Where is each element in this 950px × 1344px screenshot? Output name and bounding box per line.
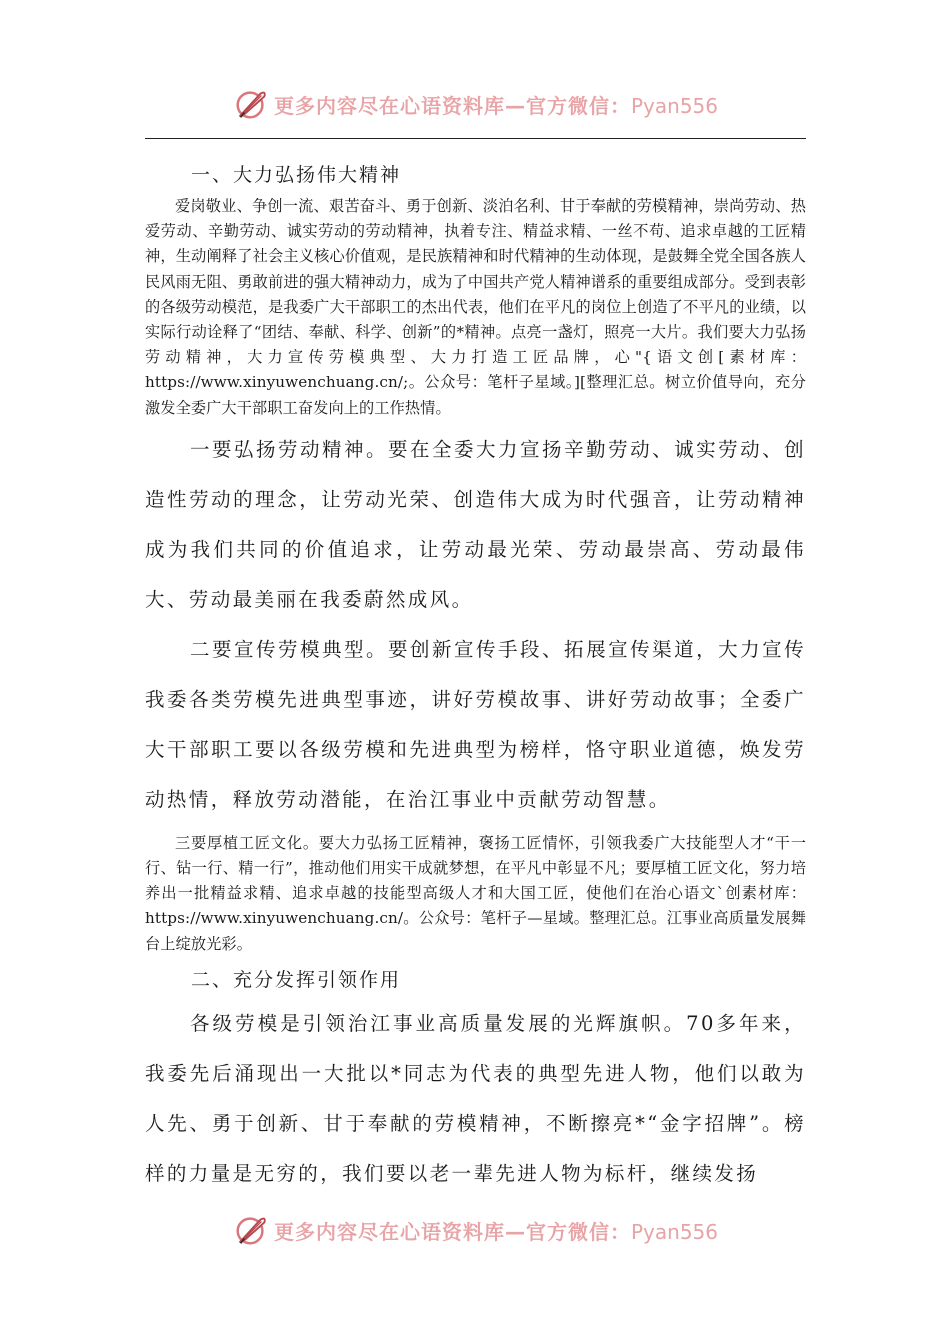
- wechat-handle: Pyan556: [630, 93, 718, 118]
- quill-pen-icon: [232, 85, 270, 123]
- paragraph-4: 三要厚植工匠文化。要大力弘扬工匠精神，褒扬工匠情怀，引领我委广大技能型人才“干一行、钻一行、精一行”，推动他们用实干成就梦想，在平凡中彰显不凡；要厚植工匠文化，努力培养出一批精益求精、追求卓越的技能型高级人才和大国工匠，使他们在治心语文`创素材库：https://www.xinyuwenchuang.cn/。公众号：笔杆子—星域。整理汇总。江事业高质量发展舞台上绽放光彩。: [145, 833, 806, 953]
- paragraph-3: 二要宣传劳模典型。要创新宣传手段、拓展宣传渠道，大力宣传我委各类劳模先进典型事迹，讲好劳模故事、讲好劳动故事；全委广大干部职工要以各级劳模和先进典型为榜样，恪守职业道德，焕发劳动热情，释放劳动潜能，在治江事业中贡献劳动智慧。: [145, 637, 806, 811]
- banner-text: 更多内容尽在心语资料库—官方微信：Pyan556: [273, 93, 718, 118]
- paragraph-1: 爱岗敬业、争创一流、艰苦奋斗、勇于创新、淡泊名利、甘于奉献的劳模精神，崇尚劳动、热爱劳动、辛勤劳动、诚实劳动的劳动精神，执着专注、精益求精、一丝不苟、追求卓越的工匠精神，生动阐释了社会主义核心价值观，是民族精神和时代精神的生动体现，是鼓舞全党全国各族人民风雨无阻、勇敢前进的强大精神动力，成为了中国共产党人精神谱系的重要组成部分。受到表彰的各级劳动模范，是我委广大干部职工的杰出代表，他们在平凡的岗位上创造了不平凡的业绩，以实际行动诠释了“团结、奉献、科学、创新”的*精神。点亮一盏灯，照亮一大片。我们要大力弘扬劳动精神，大力宣传劳模典型、大力打造工匠品牌，心"{语文创[素材库：https://www.xinyuwenchuang.cn/;。公众号：笔杆子星域。][整理汇总。树立价值导向，充分激发全委广大干部职工奋发向上的工作热情。: [145, 197, 806, 417]
- wechat-handle: Pyan556: [630, 1219, 718, 1244]
- footer-banner: [0, 1208, 950, 1252]
- section-heading-2: 二、充分发挥引领作用: [191, 968, 402, 991]
- header-banner: [0, 82, 950, 126]
- document-body: [145, 152, 806, 1199]
- header-divider: [145, 138, 806, 139]
- section-heading-1: 一、大力弘扬伟大精神: [191, 164, 402, 186]
- banner-text: 更多内容尽在心语资料库—官方微信：Pyan556: [273, 1219, 718, 1244]
- quill-pen-icon: [232, 1211, 270, 1249]
- paragraph-2: 一要弘扬劳动精神。要在全委大力宣扬辛勤劳动、诚实劳动、创造性劳动的理念，让劳动光荣、创造伟大成为时代强音，让劳动精神成为我们共同的价值追求，让劳动最光荣、劳动最崇高、劳动最伟大、劳动最美丽在我委蔚然成风。: [145, 437, 806, 611]
- paragraph-5: 各级劳模是引领治江事业高质量发展的光辉旗帜。70多年来，我委先后涌现出一大批以*同志为代表的典型先进人物，他们以敢为人先、勇于创新、甘于奉献的劳模精神，不断擦亮*“金字招牌”。榜样的力量是无穷的，我们要以老一辈先进人物为标杆，继续发扬: [145, 1011, 806, 1185]
